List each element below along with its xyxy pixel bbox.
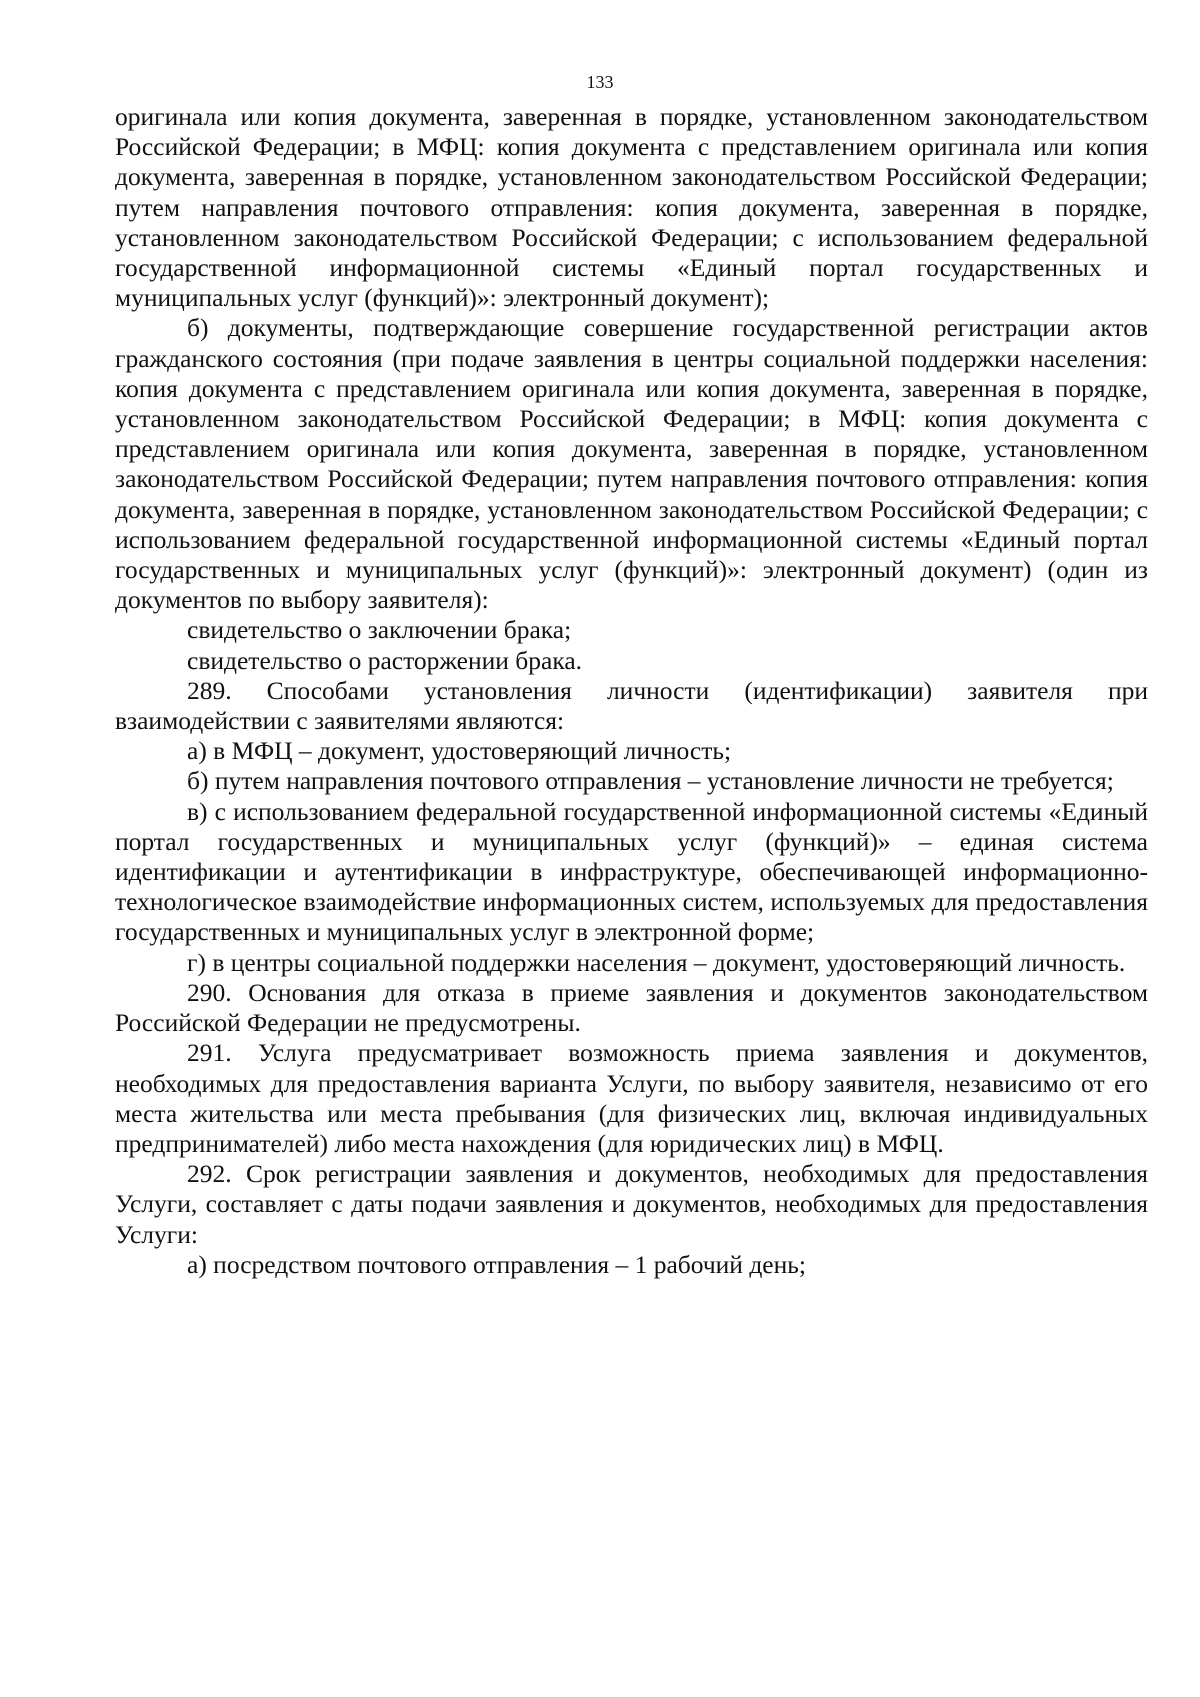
paragraph-292-a: а) посредством почтового отправления – 1 рабочий день; bbox=[187, 1249, 806, 1279]
paragraph-marriage-certificate: свидетельство о заключении брака; bbox=[187, 615, 572, 645]
paragraph-289-g: г) в центры социальной поддержки населения – документ, удостоверяющий личность. bbox=[187, 947, 1126, 977]
paragraph-289-v: в) с использованием федеральной государственной информационной системы «Единый портал государственных и муниципальных услуг (функций)» – единая система идентификации и аутентификации в инфраструктуре, обеспечивающей информационно-технологическое взаимодействие информационных систем, используемых для предоставления государственных и муниципальных услуг в электронной форме; bbox=[115, 796, 1148, 947]
paragraph-291: 291. Услуга предусматривает возможность приема заявления и документов, необходимых для предоставления варианта Услуги, по выбору заявителя, независимо от его места жительства или места пребывания (для физических лиц, включая индивидуальных предпринимателей) либо места нахождения (для юридических лиц) в МФЦ. bbox=[115, 1038, 1148, 1158]
paragraph-290: 290. Основания для отказа в приеме заявления и документов законодательством Российской Федерации не предусмотрены. bbox=[115, 977, 1148, 1038]
document-body bbox=[115, 102, 1148, 1280]
paragraph-divorce-certificate: свидетельство о расторжении брака. bbox=[187, 645, 583, 675]
paragraph-item-b-civil-records: б) документы, подтверждающие совершение государственной регистрации актов гражданского состояния (при подаче заявления в центры социальной поддержки населения: копия документа с представлением оригинала или копия документа, заверенная в порядке, установленном законодательством Российской Федерации; в МФЦ: копия документа с представлением оригинала или копия документа, заверенная в порядке, установленном законодательством Российской Федерации; путем направления почтового отправления: копия документа, заверенная в порядке, установленном законодательством Российской Федерации; с использованием федеральной государственной информационной системы «Единый портал государственных и муниципальных услуг (функций)»: электронный документ) (один из документов по выбору заявителя): bbox=[115, 313, 1148, 615]
paragraph-289-b: б) путем направления почтового отправления – установление личности не требуется; bbox=[187, 766, 1114, 796]
paragraph-289: 289. Способами установления личности (идентификации) заявителя при взаимодействии с заявителями являются: bbox=[115, 675, 1148, 736]
paragraph-continuation: оригинала или копия документа, заверенная в порядке, установленном законодательством Российской Федерации; в МФЦ: копия документа с представлением оригинала или копия документа, заверенная в порядке, установленном законодательством Российской Федерации; путем направления почтового отправления: копия документа, заверенная в порядке, установленном законодательством Российской Федерации; с использованием федеральной государственной информационной системы «Единый портал государственных и муниципальных услуг (функций)»: электронный документ); bbox=[115, 102, 1148, 313]
paragraph-292: 292. Срок регистрации заявления и документов, необходимых для предоставления Услуги, составляет с даты подачи заявления и документов, необходимых для предоставления Услуги: bbox=[115, 1159, 1148, 1249]
page-number: 133 bbox=[586, 72, 614, 92]
paragraph-289-a: а) в МФЦ – документ, удостоверяющий личность; bbox=[187, 736, 732, 766]
